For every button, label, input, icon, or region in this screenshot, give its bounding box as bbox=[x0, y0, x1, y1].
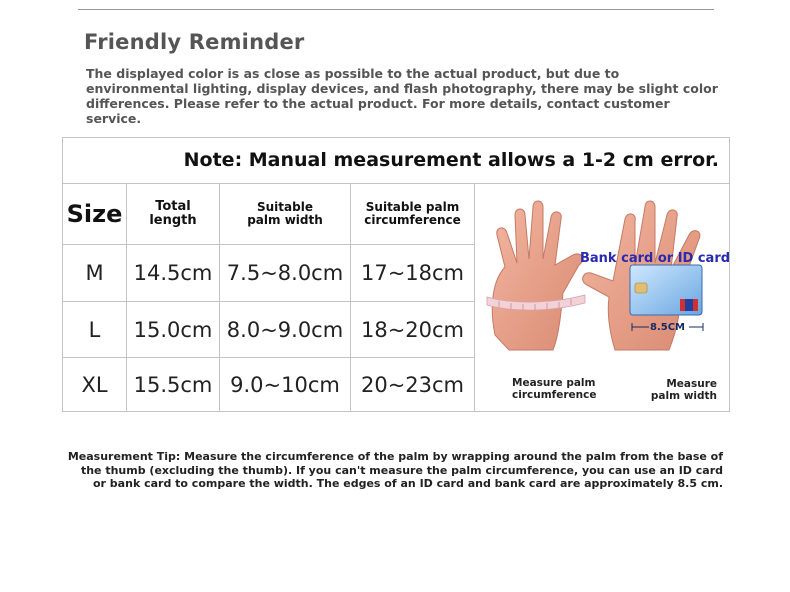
card-width-label: 8.5CM bbox=[650, 322, 686, 333]
circumference-cell: 20~23cm bbox=[351, 358, 475, 411]
size-cell: XL bbox=[63, 358, 127, 411]
reminder-text: The displayed color is as close as possible to the actual product, but due to environmental lighting, display devices, and flash photography, there may be slight color differences. Please refer to the actual product. For more details, contact customer service. bbox=[86, 66, 718, 126]
width-cell: 8.0~9.0cm bbox=[220, 302, 351, 358]
width-cell: 7.5~8.0cm bbox=[220, 245, 351, 302]
header-palm-width: Suitable palm width bbox=[220, 184, 351, 245]
size-cell: L bbox=[63, 302, 127, 358]
length-cell: 14.5cm bbox=[127, 245, 220, 302]
reminder-title: Friendly Reminder bbox=[84, 30, 305, 54]
size-cell: M bbox=[63, 245, 127, 302]
caption-palm-width: Measure palm width bbox=[650, 378, 717, 402]
top-divider bbox=[78, 9, 714, 10]
card-label: Bank card or ID card bbox=[580, 251, 731, 266]
measurement-illustration bbox=[475, 185, 729, 411]
circumference-cell: 18~20cm bbox=[351, 302, 475, 358]
size-chart-table bbox=[62, 137, 730, 412]
bank-card-icon bbox=[630, 265, 702, 315]
left-hand-icon bbox=[487, 201, 585, 350]
length-cell: 15.5cm bbox=[127, 358, 220, 411]
length-cell: 15.0cm bbox=[127, 302, 220, 358]
note-row bbox=[63, 138, 729, 184]
circumference-cell: 17~18cm bbox=[351, 245, 475, 302]
header-total-length: Total length bbox=[127, 184, 220, 245]
measurement-note: Note: Manual measurement allows a 1-2 cm error. bbox=[183, 149, 719, 171]
caption-palm-circumference: Measure palm circumference bbox=[512, 377, 597, 401]
measurement-tip: Measurement Tip: Measure the circumference of the palm by wrapping around the palm from the base of the thumb (excluding the thumb). If you can't measure the palm circumference, you can use an ID card or bank card to compare the width. The edges of an ID card and bank card are approximately 8.5 cm. bbox=[67, 450, 723, 490]
width-cell: 9.0~10cm bbox=[220, 358, 351, 411]
header-palm-circumference: Suitable palm circumference bbox=[351, 184, 475, 245]
header-size: Size bbox=[63, 184, 127, 245]
